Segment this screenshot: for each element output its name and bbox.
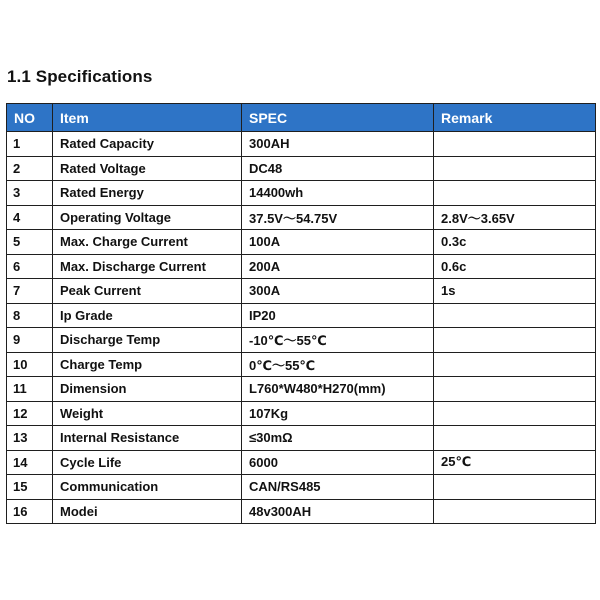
cell-item: Charge Temp <box>53 352 242 377</box>
cell-item: Communication <box>53 475 242 500</box>
cell-no: 12 <box>7 401 53 426</box>
cell-no: 5 <box>7 230 53 255</box>
cell-spec: CAN/RS485 <box>242 475 434 500</box>
cell-remark <box>434 426 596 451</box>
cell-no: 4 <box>7 205 53 230</box>
cell-remark: 2.8V〜3.65V <box>434 205 596 230</box>
cell-spec: 14400wh <box>242 181 434 206</box>
table-row <box>7 156 596 181</box>
cell-spec: 48v300AH <box>242 499 434 524</box>
table-row <box>7 450 596 475</box>
cell-item: Rated Capacity <box>53 132 242 157</box>
cell-no: 6 <box>7 254 53 279</box>
cell-item: Rated Energy <box>53 181 242 206</box>
table-row <box>7 499 596 524</box>
table-row <box>7 352 596 377</box>
cell-item: Weight <box>53 401 242 426</box>
cell-remark <box>434 328 596 353</box>
cell-no: 8 <box>7 303 53 328</box>
cell-spec: 100A <box>242 230 434 255</box>
cell-remark <box>434 377 596 402</box>
specifications-table <box>6 103 596 524</box>
table-row <box>7 254 596 279</box>
cell-item: Rated Voltage <box>53 156 242 181</box>
cell-spec: IP20 <box>242 303 434 328</box>
cell-no: 3 <box>7 181 53 206</box>
cell-remark: 25℃ <box>434 450 596 475</box>
table-row <box>7 475 596 500</box>
header-no: NO <box>7 104 53 132</box>
section-heading: 1.1 Specifications <box>7 67 153 86</box>
table-header-row <box>7 104 596 132</box>
cell-spec: ≤30mΩ <box>242 426 434 451</box>
cell-item: Internal Resistance <box>53 426 242 451</box>
cell-remark <box>434 181 596 206</box>
cell-no: 16 <box>7 499 53 524</box>
cell-spec: 0℃〜55℃ <box>242 352 434 377</box>
cell-spec: 107Kg <box>242 401 434 426</box>
cell-no: 10 <box>7 352 53 377</box>
cell-remark <box>434 475 596 500</box>
cell-spec: DC48 <box>242 156 434 181</box>
header-item: Item <box>53 104 242 132</box>
cell-item: Operating Voltage <box>53 205 242 230</box>
table-row <box>7 181 596 206</box>
cell-item: Modei <box>53 499 242 524</box>
cell-remark <box>434 401 596 426</box>
table-row <box>7 377 596 402</box>
cell-no: 14 <box>7 450 53 475</box>
cell-remark <box>434 499 596 524</box>
cell-remark: 1s <box>434 279 596 304</box>
cell-remark: 0.6c <box>434 254 596 279</box>
cell-spec: 37.5V〜54.75V <box>242 205 434 230</box>
table-row <box>7 426 596 451</box>
cell-spec: 200A <box>242 254 434 279</box>
header-remark: Remark <box>434 104 596 132</box>
cell-spec: 300A <box>242 279 434 304</box>
cell-item: Max. Charge Current <box>53 230 242 255</box>
cell-item: Dimension <box>53 377 242 402</box>
cell-item: Ip Grade <box>53 303 242 328</box>
cell-item: Discharge Temp <box>53 328 242 353</box>
cell-remark <box>434 156 596 181</box>
cell-item: Cycle Life <box>53 450 242 475</box>
table-row <box>7 303 596 328</box>
table-row <box>7 328 596 353</box>
table-row <box>7 401 596 426</box>
cell-no: 2 <box>7 156 53 181</box>
header-spec: SPEC <box>242 104 434 132</box>
table-row <box>7 205 596 230</box>
cell-remark <box>434 352 596 377</box>
cell-no: 1 <box>7 132 53 157</box>
cell-spec: L760*W480*H270(mm) <box>242 377 434 402</box>
cell-no: 11 <box>7 377 53 402</box>
cell-spec: -10℃〜55℃ <box>242 328 434 353</box>
cell-no: 9 <box>7 328 53 353</box>
table-row <box>7 279 596 304</box>
cell-spec: 6000 <box>242 450 434 475</box>
table-row <box>7 132 596 157</box>
cell-no: 13 <box>7 426 53 451</box>
cell-item: Peak Current <box>53 279 242 304</box>
cell-no: 7 <box>7 279 53 304</box>
cell-item: Max. Discharge Current <box>53 254 242 279</box>
cell-no: 15 <box>7 475 53 500</box>
cell-spec: 300AH <box>242 132 434 157</box>
cell-remark: 0.3c <box>434 230 596 255</box>
table-row <box>7 230 596 255</box>
cell-remark <box>434 303 596 328</box>
cell-remark <box>434 132 596 157</box>
